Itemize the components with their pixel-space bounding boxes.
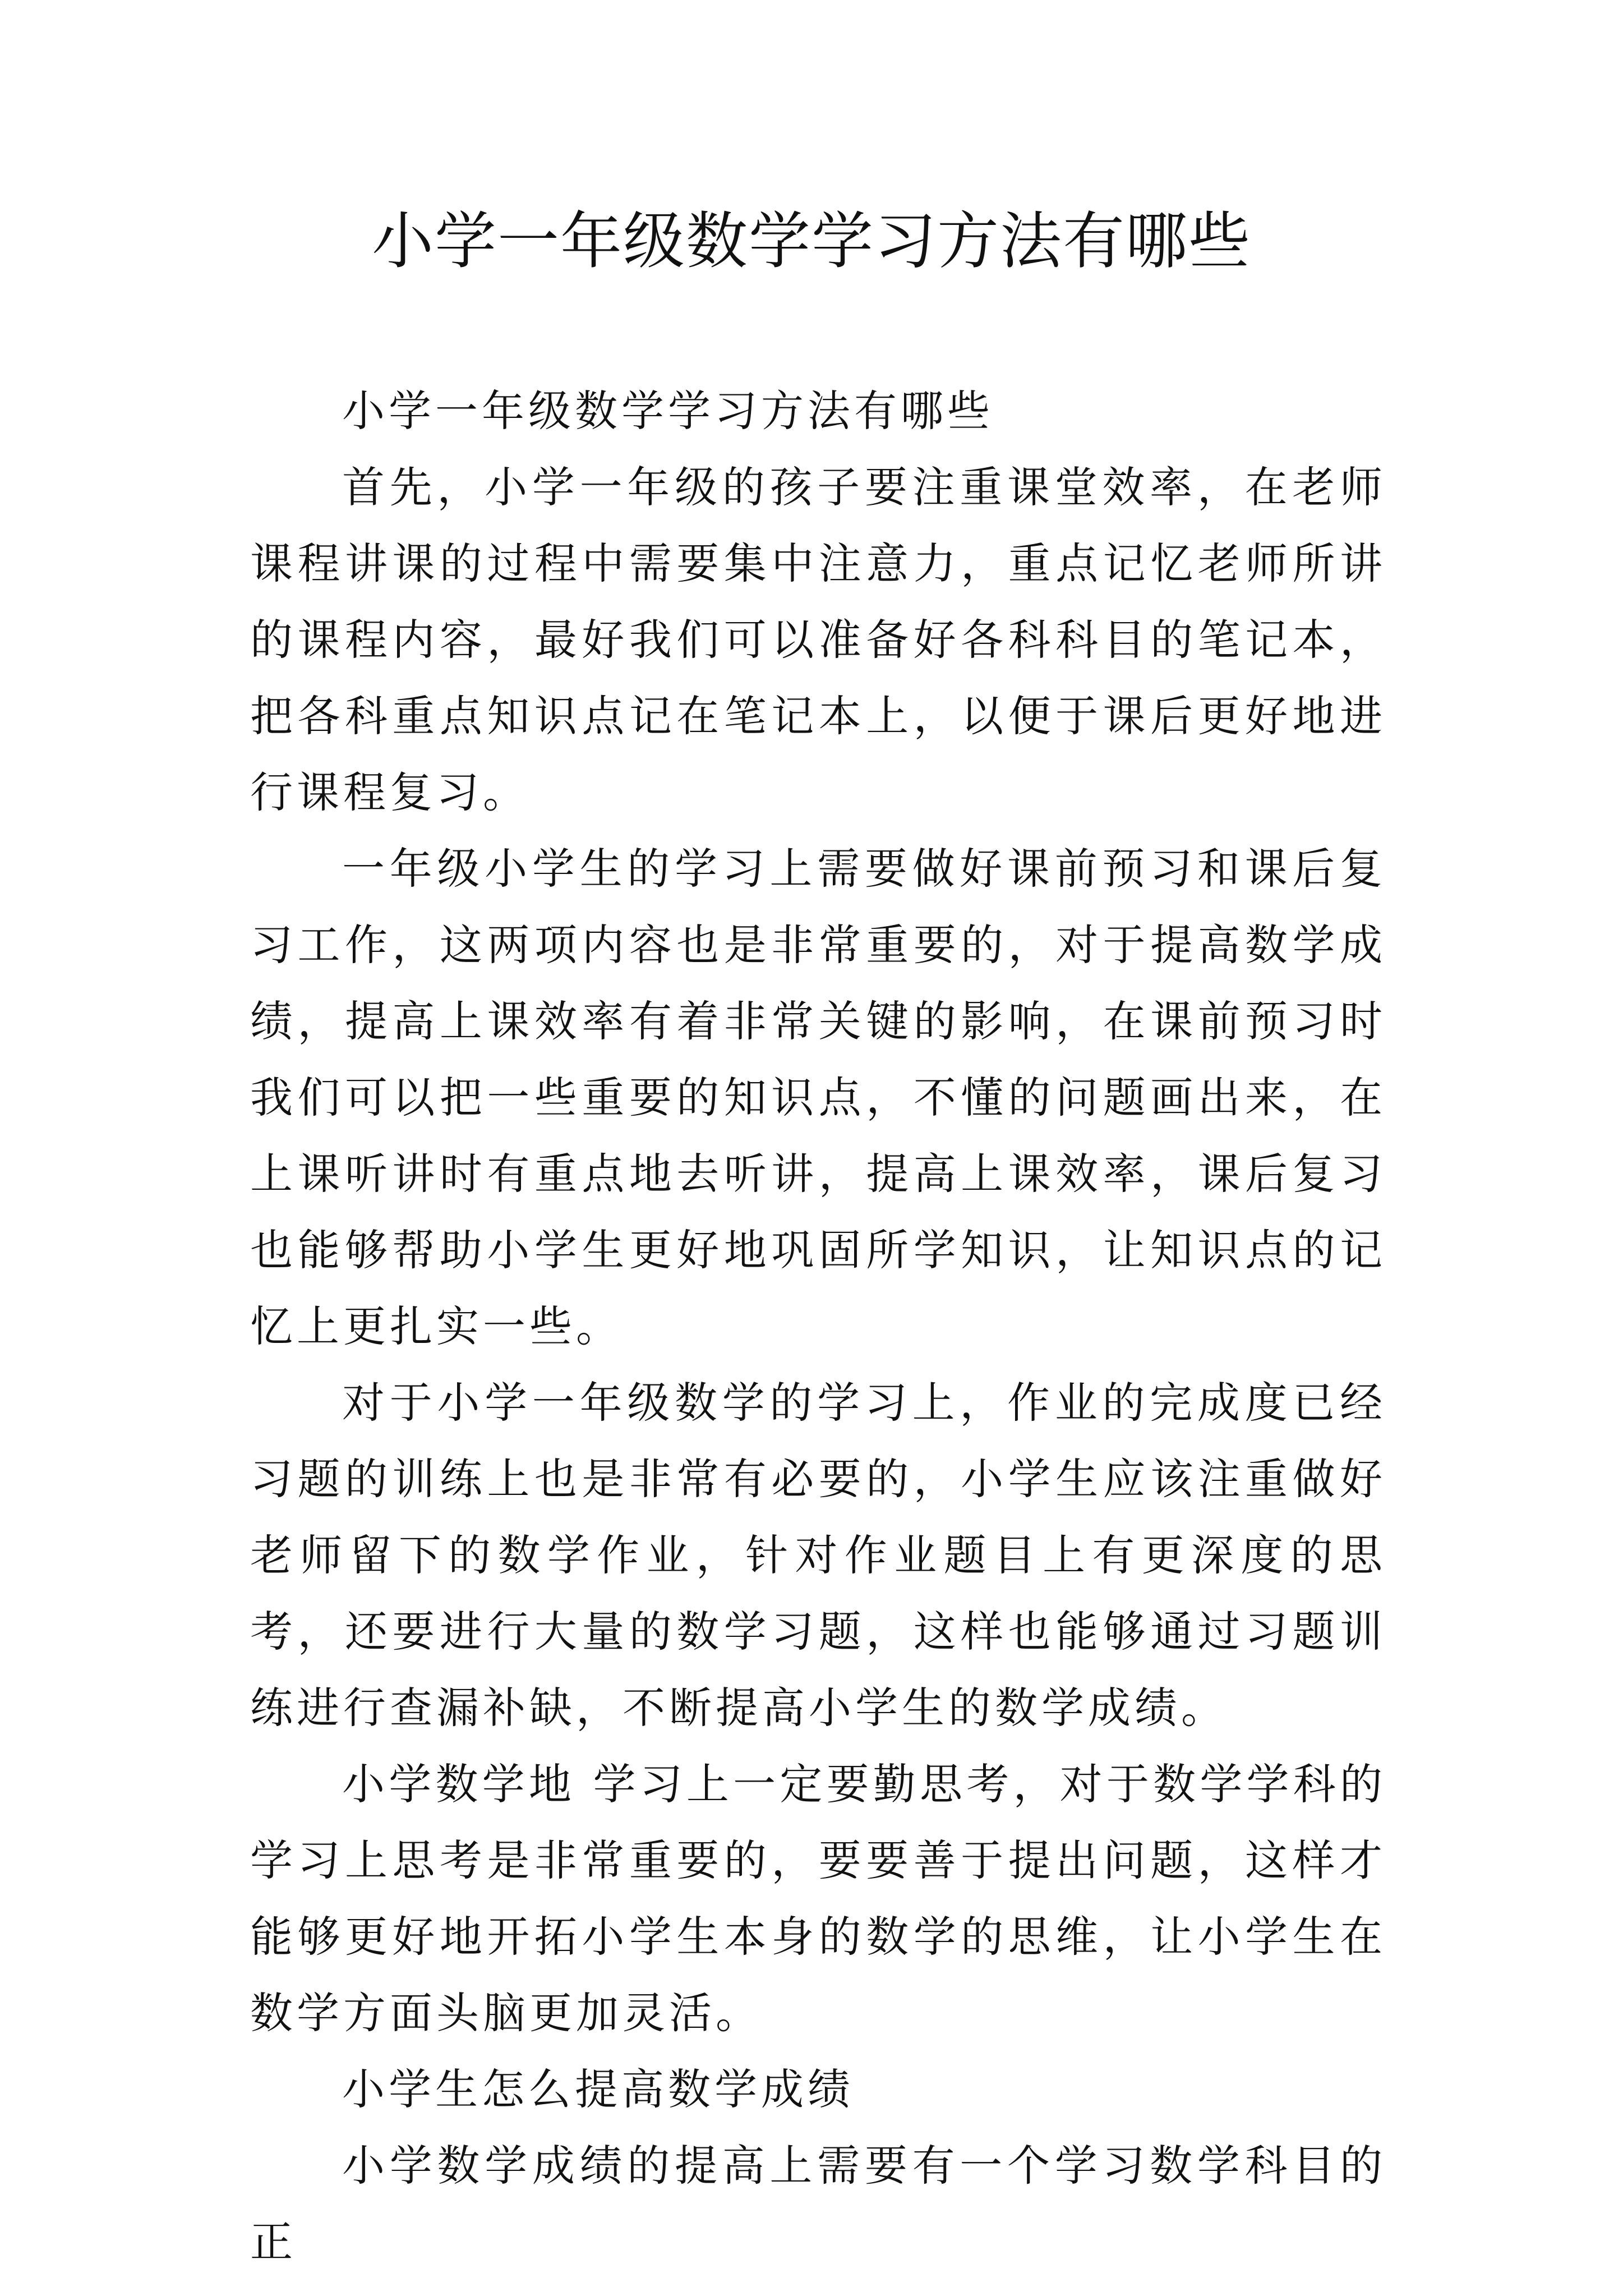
paragraph-section-heading: 小学生怎么提高数学成绩 xyxy=(342,2064,854,2114)
paragraph-homework: 对于小学一年级数学的学习上，作业的完成度已经习题的训练上也是非常有必要的，小学生应该注重做好老师留下的数学作业，针对作业题目上有更深度的思考，还要进行大量的数学习题，这样也能够通过习题训练进行查漏补缺，不断提高小学生的数学成绩。 xyxy=(250,1378,1386,1733)
document-body xyxy=(250,373,1386,2280)
paragraph-preview-review: 一年级小学生的学习上需要做好课前预习和课后复习工作，这两项内容也是非常重要的，对于提高数学成绩，提高上课效率有着非常关键的影响，在课前预习时我们可以把一些重要的知识点，不懂的问题画出来，在上课听讲时有重点地去听讲，提高上课效率，课后复习也能够帮助小学生更好地巩固所学知识，让知识点的记忆上更扎实一些。 xyxy=(250,844,1386,1351)
paragraph-subtitle: 小学一年级数学学习方法有哪些 xyxy=(342,386,994,436)
paragraph-thinking: 小学数学地 学习上一定要勤思考，对于数学学科的学习上思考是非常重要的，要要善于提出问题，这样才能够更好地开拓小学生本身的数学的思维，让小学生在数学方面头脑更加灵活。 xyxy=(250,1759,1386,2038)
paragraph-improve-grades: 小学数学成绩的提高上需要有一个学习数学科目的正 xyxy=(250,2141,1386,2267)
paragraph-classroom-efficiency: 首先，小学一年级的孩子要注重课堂效率，在老师课程讲课的过程中需要集中注意力，重点记忆老师所讲的课程内容，最好我们可以准备好各科科目的笔记本，把各科重点知识点记在笔记本上，以便于课后更好地进行课程复习。 xyxy=(250,462,1386,817)
document-title: 小学一年级数学学习方法有哪些 xyxy=(372,205,1251,277)
